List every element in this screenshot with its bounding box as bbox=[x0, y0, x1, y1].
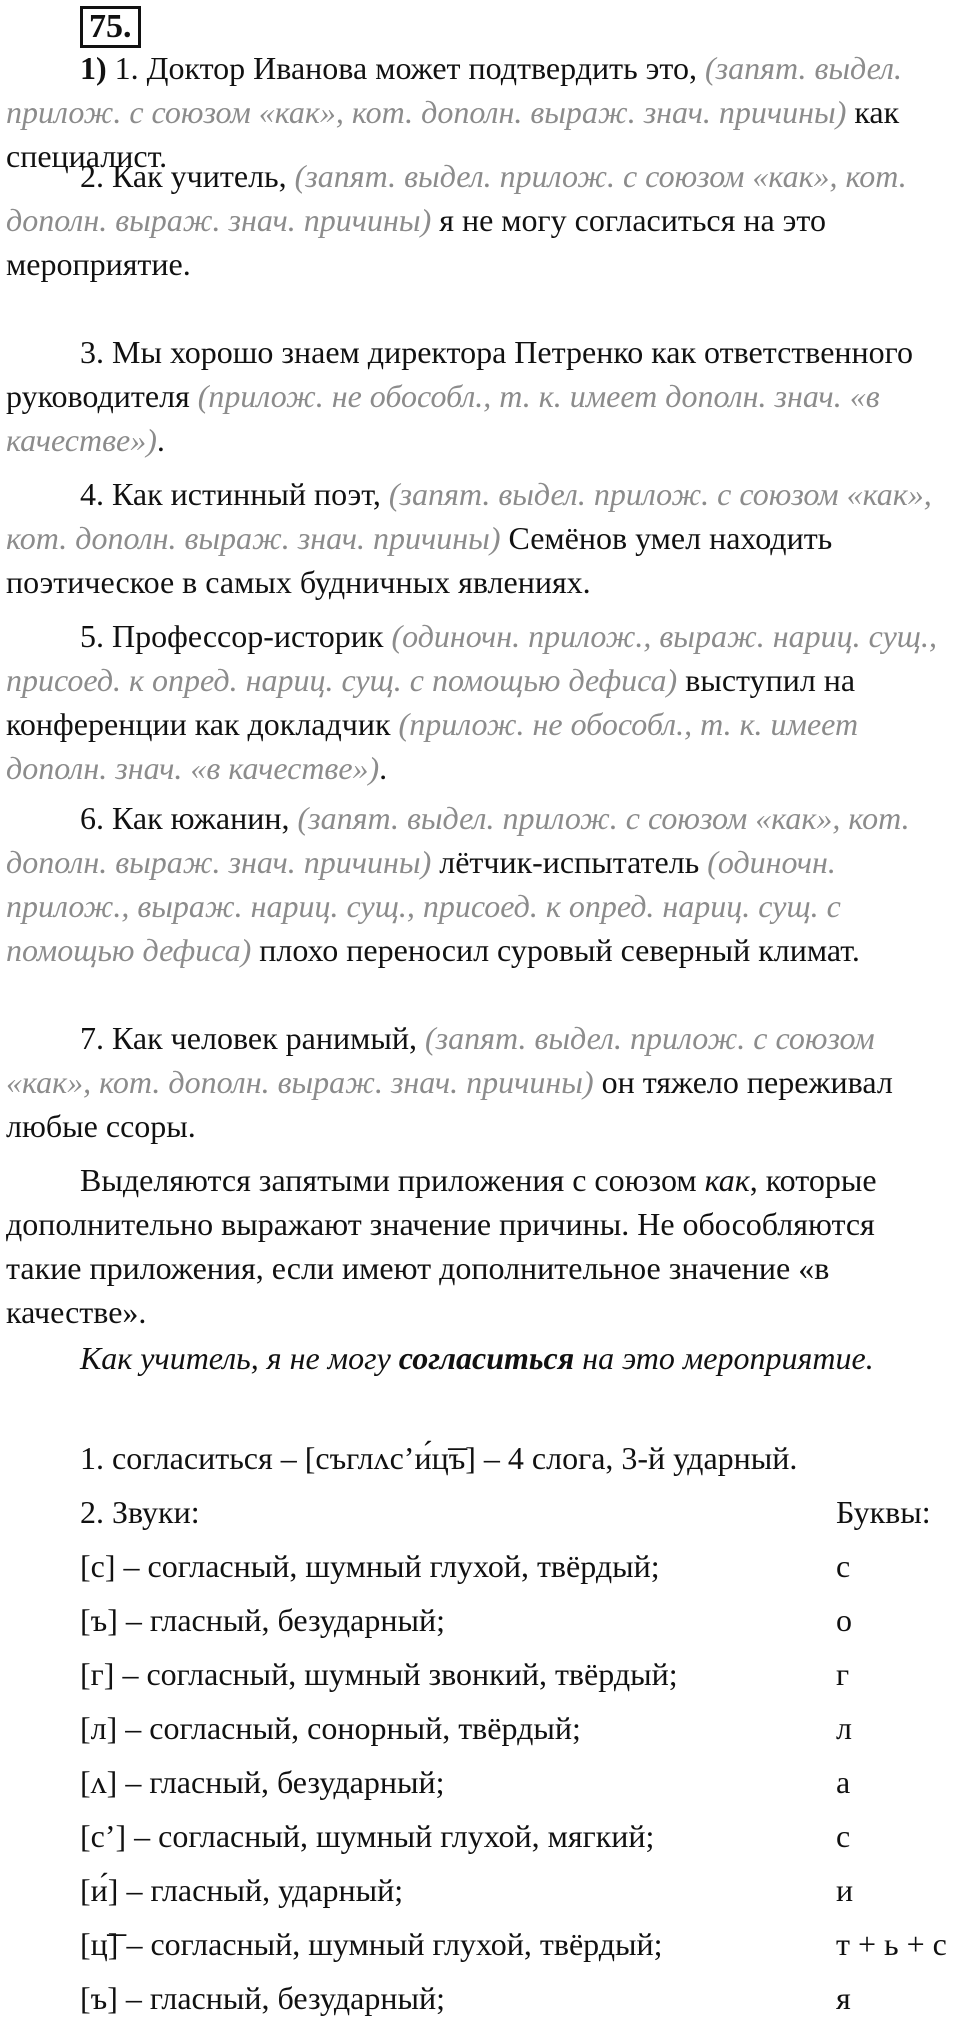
sentence-5 bbox=[6, 614, 956, 790]
sound-description: [ʌ] – гласный, безударный; bbox=[80, 1764, 445, 1800]
phonetic-transcription-line: 1. согласиться – [съглʌс’и́ц͞ъ] – 4 слога, 3-й ударный. bbox=[80, 1440, 798, 1476]
example-part: Как учитель, я не могу bbox=[80, 1340, 399, 1376]
sentence-part: 5. Профессор-историк bbox=[80, 618, 392, 654]
rule-paragraph bbox=[6, 1158, 956, 1334]
sentence-7 bbox=[6, 1016, 956, 1148]
grammar-note: (прилож. не обособл., т. к. имеет дополн. знач. «в качестве») bbox=[6, 378, 880, 458]
grammar-note: (запят. выдел. прилож. с союзом «как», кот. дополн. выраж. знач. причины) bbox=[6, 476, 932, 556]
sentence-part: плохо переносил суровый северный климат. bbox=[251, 932, 860, 968]
sound-description: [ъ] – гласный, безударный; bbox=[80, 1980, 446, 2016]
sentence-part: Семёнов умел находить поэтическое в самых будничных явлениях. bbox=[6, 520, 833, 600]
sentence-part: 4. Как истинный поэт, bbox=[80, 476, 389, 512]
sound-description: [с] – согласный, шумный глухой, твёрдый; bbox=[80, 1548, 660, 1584]
sentence-part: 2. Как учитель, bbox=[80, 158, 295, 194]
letters-header: Буквы: bbox=[836, 1494, 931, 1530]
grammar-note: (запят. выдел. прилож. с союзом «как», кот. дополн. выраж. знач. причины) bbox=[6, 158, 907, 238]
sentence-part: . bbox=[379, 750, 388, 786]
sound-row bbox=[80, 1922, 960, 1966]
grammar-note: (одиночн. прилож., выраж. нариц. сущ., присоед. к опред. нариц. сущ. с помощью дефиса) bbox=[6, 618, 937, 698]
sounds-letters-header bbox=[80, 1490, 960, 1534]
sound-letter: с bbox=[836, 1818, 851, 1854]
rule-part: , которые дополнительно выражают значение причины. Не обособляются такие приложения, если имеют дополнительное значение «в качестве». bbox=[6, 1162, 877, 1330]
sound-letter: с bbox=[836, 1548, 851, 1584]
sound-letter: я bbox=[836, 1980, 851, 2016]
sentence-part: как специалист. bbox=[6, 94, 900, 174]
sound-row bbox=[80, 1598, 960, 1642]
sound-row bbox=[80, 1976, 960, 2020]
sound-row bbox=[80, 1544, 960, 1588]
sound-description: [и́] – гласный, ударный; bbox=[80, 1872, 404, 1908]
sentence-part: 6. Как южанин, bbox=[80, 800, 298, 836]
task-number-box: 75. bbox=[80, 6, 141, 48]
grammar-note: (прилож. не обособл., т. к. имеет дополн. знач. «в качестве») bbox=[6, 706, 859, 786]
sentence-6 bbox=[6, 796, 956, 972]
sound-row bbox=[80, 1868, 960, 1912]
sentence-part: 1. Доктор Иванова может подтвердить это, bbox=[114, 50, 705, 86]
sound-description: [г] – согласный, шумный звонкий, твёрдый; bbox=[80, 1656, 678, 1692]
sentence-part: выступил на конференции как докладчик bbox=[6, 662, 856, 742]
grammar-note: (запят. выдел. прилож. с союзом «как», кот. дополн. выраж. знач. причины) bbox=[6, 1020, 875, 1100]
part-label: 1) bbox=[80, 50, 107, 86]
grammar-note: (запят. выдел. прилож. с союзом «как», кот. дополн. выраж. знач. причины) bbox=[6, 800, 910, 880]
sound-row bbox=[80, 1814, 960, 1858]
sounds-header: 2. Звуки: bbox=[80, 1494, 200, 1530]
grammar-note: (одиночн. прилож., выраж. нариц. сущ., присоед. к опред. нариц. сущ. с помощью дефиса) bbox=[6, 844, 841, 968]
sound-letter: а bbox=[836, 1764, 851, 1800]
sentence-2 bbox=[6, 154, 956, 286]
sentence-part: он тяжело переживал любые ссоры. bbox=[6, 1064, 893, 1144]
sentence-part: 3. Мы хорошо знаем директора Петренко как ответственного руководителя bbox=[6, 334, 913, 414]
sentence-part: я не могу согласиться на это мероприятие. bbox=[6, 202, 826, 282]
rule-keyword: как bbox=[704, 1162, 750, 1198]
sound-row bbox=[80, 1706, 960, 1750]
sound-description: [ц͞] – согласный, шумный глухой, твёрдый; bbox=[80, 1926, 663, 1962]
sound-letter: л bbox=[836, 1710, 852, 1746]
sentence-4 bbox=[6, 472, 956, 604]
sound-letter: г bbox=[836, 1656, 850, 1692]
sound-letter: о bbox=[836, 1602, 852, 1638]
sentence-part: лётчик-испытатель bbox=[431, 844, 708, 880]
rule-part: Выделяются запятыми приложения с союзом bbox=[80, 1162, 705, 1198]
sound-description: [ъ] – гласный, безударный; bbox=[80, 1602, 446, 1638]
example-part: на это мероприятие. bbox=[574, 1340, 874, 1376]
sound-row bbox=[80, 1760, 960, 1804]
sound-letter: и bbox=[836, 1872, 854, 1908]
sound-description: [с’] – согласный, шумный глухой, мягкий; bbox=[80, 1818, 655, 1854]
sentence-part: 7. Как человек ранимый, bbox=[80, 1020, 425, 1056]
sound-description: [л] – согласный, сонорный, твёрдый; bbox=[80, 1710, 581, 1746]
sound-row bbox=[80, 1652, 960, 1696]
example-sentence bbox=[6, 1336, 956, 1380]
sound-letter: т + ь + с bbox=[836, 1926, 947, 1962]
grammar-note: (запят. выдел. прилож. с союзом «как», кот. дополн. выраж. знач. причины) bbox=[6, 50, 902, 130]
sentence-part: . bbox=[156, 422, 165, 458]
example-target-word: согласиться bbox=[398, 1340, 575, 1376]
sentence-3 bbox=[6, 330, 956, 462]
